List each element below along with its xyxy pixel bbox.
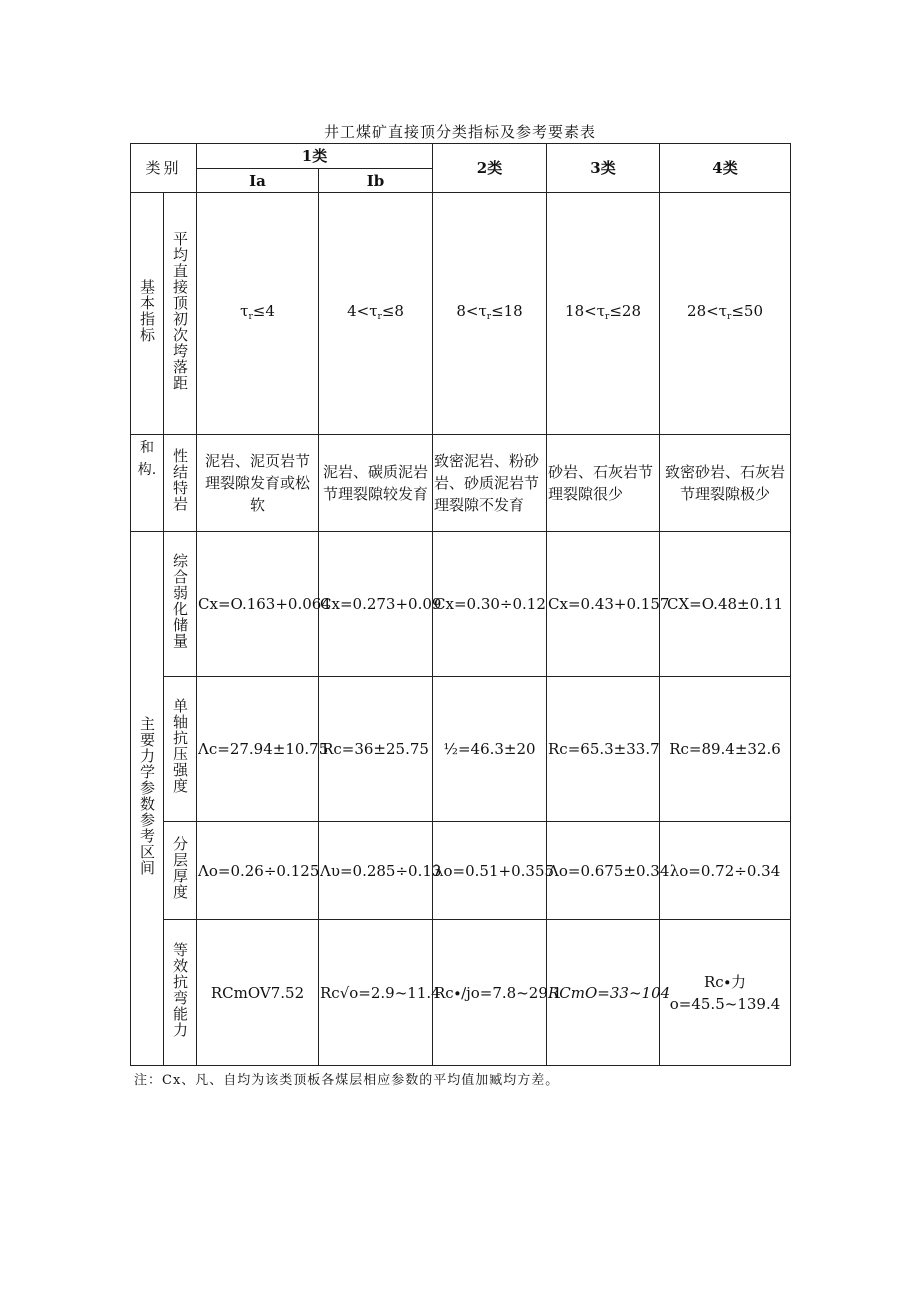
mech-row-label: 分层厚度 bbox=[171, 835, 189, 900]
basic-value-3: $18<\tau_r\le 28$ bbox=[547, 193, 660, 435]
header-class-1a: Ia bbox=[197, 169, 319, 193]
lithology-group-cell: 和构. bbox=[131, 435, 164, 532]
mech-value: ½=46.3±20 bbox=[433, 677, 547, 822]
mech-value: RCmO=33~104 bbox=[547, 920, 660, 1066]
basic-value-4: $28<\tau_r\le 50$ bbox=[660, 193, 791, 435]
classification-table bbox=[130, 143, 791, 1066]
basic-row-label: 平均直接顶初次垮落距 bbox=[171, 230, 189, 391]
mech-value: Cx=O.163+0.064 bbox=[197, 532, 319, 677]
mech-value: Λo=0.675±0.34 bbox=[547, 822, 660, 920]
lithology-value-2: 致密泥岩、粉砂岩、砂质泥岩节理裂隙不发育 bbox=[433, 435, 547, 532]
basic-label-cell bbox=[164, 193, 197, 435]
basic-value-1b: $4<\tau_r\le 8$ bbox=[319, 193, 433, 435]
mech-value: Rc=89.4±32.6 bbox=[660, 677, 791, 822]
lithology-row-label: 性结特岩 bbox=[171, 448, 189, 512]
header-class-4: 4类 bbox=[660, 144, 791, 193]
mech-row-label: 综合弱化储量 bbox=[171, 553, 189, 649]
mech-value: Rc∙力 o=45.5~139.4 bbox=[660, 920, 791, 1066]
mech-row-label: 单轴抗压强度 bbox=[171, 698, 189, 794]
table-footnote: 注：Cx、凡、自均为该类顶板各煤层相应参数的平均值加臧均方差。 bbox=[134, 1073, 560, 1088]
basic-group-cell bbox=[131, 193, 164, 435]
mech-label-cell-1 bbox=[164, 677, 197, 822]
mech-value: Cx=0.273+0.09 bbox=[319, 532, 433, 677]
lithology-value-4: 致密砂岩、石灰岩节理裂隙极少 bbox=[660, 435, 791, 532]
mechanics-group-cell bbox=[131, 532, 164, 1066]
mech-value: Rc=36±25.75 bbox=[319, 677, 433, 822]
mech-value: Rc=65.3±33.7 bbox=[547, 677, 660, 822]
mech-value: Rc√o=2.9~11.4 bbox=[319, 920, 433, 1066]
lithology-value-3: 砂岩、石灰岩节理裂隙很少 bbox=[547, 435, 660, 532]
header-class-3: 3类 bbox=[547, 144, 660, 193]
mech-value: CX=O.48±0.11 bbox=[660, 532, 791, 677]
mech-value: Λc=27.94±10.75 bbox=[197, 677, 319, 822]
mech-value: Cx=0.30÷0.12 bbox=[433, 532, 547, 677]
mech-label-cell-0 bbox=[164, 532, 197, 677]
header-class-2: 2类 bbox=[433, 144, 547, 193]
mech-label-cell-2 bbox=[164, 822, 197, 920]
mech-value: Λυ=0.285÷0.13 bbox=[319, 822, 433, 920]
mechanics-group-label: 主要力学参数参考区间 bbox=[138, 715, 156, 876]
mech-value: Λo=0.26÷0.125 bbox=[197, 822, 319, 920]
mech-label-cell-3 bbox=[164, 920, 197, 1066]
mech-value: λo=0.51+0.355 bbox=[433, 822, 547, 920]
mech-row-label: 等效抗弯能力 bbox=[171, 941, 189, 1038]
basic-value-2: $8<\tau_r\le 18$ bbox=[433, 193, 547, 435]
mech-value: λo=0.72÷0.34 bbox=[660, 822, 791, 920]
lithology-label-cell bbox=[164, 435, 197, 532]
mech-value: Cx=0.43+0.157 bbox=[547, 532, 660, 677]
header-class-1: 1类 bbox=[197, 144, 433, 169]
header-category: 类别 bbox=[131, 144, 197, 193]
table-title: 井工煤矿直接顶分类指标及参考要素表 bbox=[323, 123, 596, 141]
header-class-1b: Ib bbox=[319, 169, 433, 193]
lithology-value-1b: 泥岩、碳质泥岩节理裂隙较发育 bbox=[319, 435, 433, 532]
lithology-value-1a: 泥岩、泥页岩节理裂隙发育或松软 bbox=[197, 435, 319, 532]
basic-value-1a: $\tau_r\le 4$ bbox=[197, 193, 319, 435]
mech-value: RCmOV7.52 bbox=[197, 920, 319, 1066]
mech-value: Rc∙∕jo=7.8~29.1 bbox=[433, 920, 547, 1066]
basic-group-label: 基本指标 bbox=[138, 278, 156, 343]
